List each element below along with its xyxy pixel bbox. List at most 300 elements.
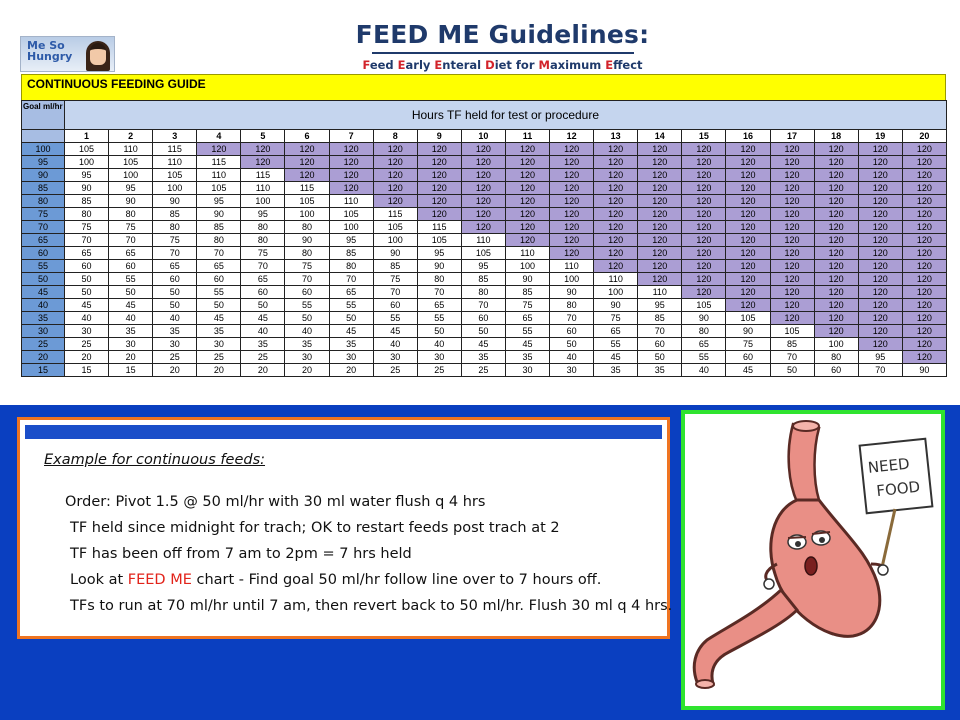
rate-cell: 120 — [726, 286, 770, 299]
goal-rate-cell: 30 — [22, 325, 65, 338]
subtitle-part: nteral — [442, 58, 486, 72]
rate-cell: 120 — [373, 182, 417, 195]
rate-cell: 80 — [197, 234, 241, 247]
rate-cell: 40 — [65, 312, 109, 325]
left-pupil — [795, 541, 801, 547]
rate-cell: 50 — [241, 299, 285, 312]
rate-cell: 120 — [902, 169, 946, 182]
rate-cell: 120 — [770, 299, 814, 312]
rate-cell: 20 — [197, 364, 241, 377]
rate-cell: 95 — [461, 260, 505, 273]
rate-cell: 90 — [505, 273, 549, 286]
rate-cell: 120 — [726, 273, 770, 286]
rate-cell: 120 — [417, 195, 461, 208]
rate-cell: 120 — [770, 143, 814, 156]
sign-text-line-2: FOOD — [875, 477, 921, 501]
rate-cell: 80 — [461, 286, 505, 299]
rate-cell: 15 — [65, 364, 109, 377]
rate-cell: 115 — [241, 169, 285, 182]
rate-cell: 30 — [153, 338, 197, 351]
rate-cell: 40 — [153, 312, 197, 325]
rate-cell: 120 — [858, 143, 902, 156]
rate-cell: 120 — [505, 143, 549, 156]
rate-cell: 65 — [65, 247, 109, 260]
rate-cell: 120 — [770, 195, 814, 208]
rate-cell: 120 — [902, 273, 946, 286]
rate-cell: 120 — [902, 143, 946, 156]
rate-cell: 120 — [550, 195, 594, 208]
hour-header-cell: 2 — [109, 130, 153, 143]
rate-cell: 120 — [417, 143, 461, 156]
rate-cell: 95 — [197, 195, 241, 208]
rate-cell: 75 — [726, 338, 770, 351]
rate-cell: 70 — [329, 273, 373, 286]
example-box — [17, 417, 673, 639]
rate-cell: 95 — [858, 351, 902, 364]
table-row — [22, 312, 947, 325]
rate-cell: 105 — [197, 182, 241, 195]
rate-cell: 80 — [329, 260, 373, 273]
rate-cell: 120 — [461, 221, 505, 234]
hours-header: Hours TF held for test or procedure — [65, 101, 947, 130]
rate-cell: 55 — [329, 299, 373, 312]
example-line: Order: Pivot 1.5 @ 50 ml/hr with 30 ml water flush q 4 hrs — [65, 494, 486, 510]
rate-cell: 40 — [241, 325, 285, 338]
rate-cell: 120 — [682, 260, 726, 273]
rate-cell: 115 — [197, 156, 241, 169]
rate-cell: 25 — [373, 364, 417, 377]
rate-cell: 35 — [153, 325, 197, 338]
rate-cell: 120 — [682, 156, 726, 169]
rate-cell: 55 — [373, 312, 417, 325]
rate-cell: 25 — [65, 338, 109, 351]
hour-header-cell: 13 — [594, 130, 638, 143]
rate-cell: 65 — [329, 286, 373, 299]
goal-rate-cell: 25 — [22, 338, 65, 351]
rate-cell: 45 — [65, 299, 109, 312]
rate-cell: 30 — [109, 338, 153, 351]
rate-cell: 120 — [770, 247, 814, 260]
goal-header: Goal ml/hr — [22, 101, 65, 130]
table-row — [22, 260, 947, 273]
rate-cell: 120 — [858, 325, 902, 338]
subtitle-part: ffect — [613, 58, 643, 72]
rate-cell: 95 — [638, 299, 682, 312]
goal-rate-cell: 60 — [22, 247, 65, 260]
example-line: TF has been off from 7 am to 2pm = 7 hrs held — [70, 546, 412, 562]
example-line: TFs to run at 70 ml/hr until 7 am, then revert back to 50 ml/hr. Flush 30 ml q 4 hrs. — [70, 598, 673, 614]
rate-cell: 50 — [550, 338, 594, 351]
title-underline — [372, 52, 634, 54]
rate-cell: 95 — [241, 208, 285, 221]
rate-cell: 90 — [373, 247, 417, 260]
goal-rate-cell: 90 — [22, 169, 65, 182]
rate-cell: 65 — [594, 325, 638, 338]
rate-cell: 30 — [505, 364, 549, 377]
rate-cell: 100 — [241, 195, 285, 208]
rate-cell: 120 — [858, 169, 902, 182]
subtitle-part: D — [485, 58, 495, 72]
hour-header-cell: 3 — [153, 130, 197, 143]
rate-cell: 120 — [329, 182, 373, 195]
hour-header-cell: 14 — [638, 130, 682, 143]
rate-cell: 45 — [594, 351, 638, 364]
rate-cell: 110 — [594, 273, 638, 286]
hour-header-cell: 18 — [814, 130, 858, 143]
rate-cell: 120 — [550, 156, 594, 169]
rate-cell: 120 — [461, 195, 505, 208]
rate-cell: 105 — [329, 208, 373, 221]
page-title: FEED ME Guidelines: — [355, 20, 650, 49]
rate-cell: 45 — [329, 325, 373, 338]
rate-cell: 110 — [638, 286, 682, 299]
rate-cell: 120 — [858, 273, 902, 286]
goal-rate-cell: 55 — [22, 260, 65, 273]
rate-cell: 120 — [726, 169, 770, 182]
rate-cell: 120 — [814, 143, 858, 156]
rate-cell: 55 — [682, 351, 726, 364]
subtitle-part: E — [605, 58, 614, 72]
rate-cell: 40 — [550, 351, 594, 364]
rate-cell: 100 — [285, 208, 329, 221]
rate-cell: 40 — [682, 364, 726, 377]
rate-cell: 100 — [373, 234, 417, 247]
rate-cell: 60 — [65, 260, 109, 273]
rate-cell: 120 — [550, 169, 594, 182]
rate-cell: 120 — [682, 221, 726, 234]
rate-cell: 120 — [550, 247, 594, 260]
rate-cell: 30 — [550, 364, 594, 377]
rate-cell: 90 — [285, 234, 329, 247]
rate-cell: 100 — [65, 156, 109, 169]
esophagus — [789, 424, 819, 502]
rate-cell: 120 — [814, 208, 858, 221]
rate-cell: 120 — [505, 208, 549, 221]
rate-cell: 50 — [109, 286, 153, 299]
guide-title: CONTINUOUS FEEDING GUIDE — [27, 77, 206, 91]
rate-cell: 120 — [594, 247, 638, 260]
stomach-illustration — [685, 414, 941, 706]
rate-cell: 85 — [197, 221, 241, 234]
rate-cell: 95 — [329, 234, 373, 247]
rate-cell: 110 — [329, 195, 373, 208]
rate-cell: 120 — [770, 208, 814, 221]
subtitle-part: iet for — [494, 58, 539, 72]
rate-cell: 110 — [153, 156, 197, 169]
table-row — [22, 156, 947, 169]
rate-cell: 60 — [814, 364, 858, 377]
rate-cell: 15 — [109, 364, 153, 377]
stomach-tail — [694, 590, 797, 684]
rate-cell: 120 — [902, 260, 946, 273]
hour-header-cell: 9 — [417, 130, 461, 143]
subtitle-part: E — [434, 58, 443, 72]
rate-cell: 120 — [505, 156, 549, 169]
tail-opening — [696, 680, 714, 688]
rate-cell: 105 — [65, 143, 109, 156]
goal-rate-cell: 45 — [22, 286, 65, 299]
rate-cell: 55 — [417, 312, 461, 325]
rate-cell: 50 — [153, 286, 197, 299]
rate-cell: 35 — [197, 325, 241, 338]
rate-cell: 90 — [550, 286, 594, 299]
goal-rate-cell: 85 — [22, 182, 65, 195]
rate-cell: 120 — [550, 234, 594, 247]
rate-cell: 75 — [594, 312, 638, 325]
goal-rate-cell: 95 — [22, 156, 65, 169]
rate-cell: 40 — [417, 338, 461, 351]
rate-cell: 40 — [109, 312, 153, 325]
table-row — [22, 338, 947, 351]
rate-cell: 120 — [638, 221, 682, 234]
rate-cell: 115 — [373, 208, 417, 221]
rate-cell: 120 — [505, 234, 549, 247]
rate-cell: 75 — [153, 234, 197, 247]
subtitle-part: aximum — [549, 58, 606, 72]
rate-cell: 35 — [594, 364, 638, 377]
rate-cell: 120 — [814, 273, 858, 286]
rate-cell: 120 — [638, 156, 682, 169]
rate-cell: 120 — [726, 195, 770, 208]
rate-cell: 70 — [153, 247, 197, 260]
rate-cell: 90 — [153, 195, 197, 208]
rate-cell: 100 — [594, 286, 638, 299]
rate-cell: 115 — [153, 143, 197, 156]
rate-cell: 70 — [241, 260, 285, 273]
rate-cell: 100 — [505, 260, 549, 273]
rate-cell: 50 — [153, 299, 197, 312]
rate-cell: 120 — [461, 143, 505, 156]
rate-cell: 75 — [373, 273, 417, 286]
rate-cell: 120 — [417, 182, 461, 195]
rate-cell: 120 — [814, 299, 858, 312]
rate-cell: 120 — [682, 286, 726, 299]
rate-cell: 120 — [726, 143, 770, 156]
rate-cell: 35 — [109, 325, 153, 338]
feeding-guide-table — [21, 100, 947, 377]
rate-cell: 25 — [241, 351, 285, 364]
table-row — [22, 273, 947, 286]
rate-cell: 60 — [109, 260, 153, 273]
rate-cell: 110 — [461, 234, 505, 247]
hour-header-cell: 6 — [285, 130, 329, 143]
rate-cell: 100 — [153, 182, 197, 195]
rate-cell: 120 — [858, 338, 902, 351]
rate-cell: 120 — [858, 312, 902, 325]
rate-cell: 120 — [726, 156, 770, 169]
rate-cell: 20 — [241, 364, 285, 377]
rate-cell: 120 — [902, 286, 946, 299]
right-pupil — [819, 537, 825, 543]
rate-cell: 80 — [814, 351, 858, 364]
rate-cell: 50 — [329, 312, 373, 325]
rate-cell: 70 — [109, 234, 153, 247]
rate-cell: 50 — [638, 351, 682, 364]
subtitle-part: F — [362, 58, 370, 72]
rate-cell: 120 — [814, 312, 858, 325]
rate-cell: 90 — [197, 208, 241, 221]
example-heading: Example for continuous feeds: — [44, 452, 266, 468]
rate-cell: 90 — [902, 364, 946, 377]
rate-cell: 85 — [461, 273, 505, 286]
rate-cell: 120 — [902, 247, 946, 260]
rate-cell: 120 — [594, 208, 638, 221]
goal-rate-cell: 50 — [22, 273, 65, 286]
rate-cell: 120 — [814, 182, 858, 195]
rate-cell: 70 — [858, 364, 902, 377]
rate-cell: 60 — [373, 299, 417, 312]
subtitle-part: M — [538, 58, 550, 72]
rate-cell: 55 — [197, 286, 241, 299]
rate-cell: 120 — [902, 182, 946, 195]
rate-cell: 120 — [770, 156, 814, 169]
rate-cell: 70 — [638, 325, 682, 338]
rate-cell: 45 — [461, 338, 505, 351]
rate-cell: 90 — [726, 325, 770, 338]
table-row — [22, 221, 947, 234]
goal-rate-cell: 20 — [22, 351, 65, 364]
rate-cell: 120 — [682, 169, 726, 182]
rate-cell: 90 — [65, 182, 109, 195]
subtitle-part: eed — [369, 58, 398, 72]
rate-cell: 120 — [417, 208, 461, 221]
rate-cell: 120 — [461, 208, 505, 221]
rate-cell: 60 — [638, 338, 682, 351]
hour-header-cell: 11 — [505, 130, 549, 143]
rate-cell: 50 — [197, 299, 241, 312]
subtitle-part: E — [397, 58, 406, 72]
rate-cell: 120 — [726, 299, 770, 312]
rate-cell: 120 — [682, 195, 726, 208]
rate-cell: 120 — [770, 260, 814, 273]
table-row — [22, 299, 947, 312]
rate-cell: 120 — [858, 299, 902, 312]
rate-cell: 120 — [594, 221, 638, 234]
sign-stick — [881, 509, 895, 572]
rate-cell: 55 — [109, 273, 153, 286]
corner-cell — [22, 130, 65, 143]
rate-cell: 80 — [65, 208, 109, 221]
rate-cell: 70 — [770, 351, 814, 364]
rate-cell: 120 — [638, 273, 682, 286]
rate-cell: 65 — [197, 260, 241, 273]
rate-cell: 75 — [505, 299, 549, 312]
rate-cell: 60 — [461, 312, 505, 325]
rate-cell: 120 — [726, 247, 770, 260]
rate-cell: 60 — [197, 273, 241, 286]
rate-cell: 40 — [373, 338, 417, 351]
goal-rate-cell: 40 — [22, 299, 65, 312]
rate-cell: 25 — [461, 364, 505, 377]
rate-cell: 105 — [461, 247, 505, 260]
rate-cell: 90 — [417, 260, 461, 273]
rate-cell: 55 — [285, 299, 329, 312]
rate-cell: 120 — [858, 208, 902, 221]
rate-cell: 120 — [682, 273, 726, 286]
rate-cell: 120 — [285, 169, 329, 182]
hour-header-cell: 19 — [858, 130, 902, 143]
rate-cell: 120 — [197, 143, 241, 156]
rate-cell: 120 — [902, 195, 946, 208]
hour-header-cell: 16 — [726, 130, 770, 143]
rate-cell: 120 — [550, 143, 594, 156]
rate-cell: 120 — [373, 143, 417, 156]
rate-cell: 120 — [902, 221, 946, 234]
rate-cell: 120 — [814, 169, 858, 182]
rate-cell: 120 — [858, 286, 902, 299]
rate-cell: 105 — [417, 234, 461, 247]
rate-cell: 120 — [638, 208, 682, 221]
rate-cell: 50 — [65, 286, 109, 299]
rate-cell: 120 — [814, 286, 858, 299]
rate-cell: 120 — [814, 156, 858, 169]
hour-header-cell: 20 — [902, 130, 946, 143]
rate-cell: 85 — [65, 195, 109, 208]
hour-header-cell: 12 — [550, 130, 594, 143]
goal-rate-cell: 70 — [22, 221, 65, 234]
rate-cell: 70 — [461, 299, 505, 312]
rate-cell: 105 — [682, 299, 726, 312]
rate-cell: 80 — [241, 234, 285, 247]
rate-cell: 120 — [770, 169, 814, 182]
rate-cell: 50 — [417, 325, 461, 338]
rate-cell: 120 — [814, 195, 858, 208]
rate-cell: 105 — [153, 169, 197, 182]
rate-cell: 70 — [285, 273, 329, 286]
rate-cell: 80 — [241, 221, 285, 234]
rate-cell: 40 — [285, 325, 329, 338]
rate-cell: 120 — [638, 260, 682, 273]
rate-cell: 35 — [329, 338, 373, 351]
rate-cell: 120 — [373, 195, 417, 208]
rate-cell: 20 — [65, 351, 109, 364]
rate-cell: 120 — [594, 260, 638, 273]
rate-cell: 65 — [682, 338, 726, 351]
rate-cell: 120 — [638, 195, 682, 208]
hour-header-cell: 5 — [241, 130, 285, 143]
rate-cell: 120 — [373, 156, 417, 169]
rate-cell: 120 — [770, 312, 814, 325]
rate-cell: 20 — [153, 364, 197, 377]
rate-cell: 70 — [373, 286, 417, 299]
rate-cell: 120 — [505, 221, 549, 234]
rate-cell: 120 — [329, 143, 373, 156]
guide-title-bar — [21, 74, 946, 101]
rate-cell: 120 — [814, 234, 858, 247]
rate-cell: 60 — [153, 273, 197, 286]
logo-face — [90, 43, 106, 65]
rate-cell: 105 — [770, 325, 814, 338]
rate-cell: 70 — [65, 234, 109, 247]
rate-cell: 120 — [814, 325, 858, 338]
rate-cell: 120 — [550, 182, 594, 195]
rate-cell: 120 — [770, 286, 814, 299]
rate-cell: 120 — [858, 182, 902, 195]
example-top-bar — [25, 425, 662, 439]
table-row — [22, 364, 947, 377]
rate-cell: 80 — [550, 299, 594, 312]
rate-cell: 85 — [770, 338, 814, 351]
rate-cell: 120 — [594, 234, 638, 247]
rate-cell: 120 — [858, 260, 902, 273]
rate-cell: 50 — [285, 312, 329, 325]
rate-cell: 120 — [638, 234, 682, 247]
rate-cell: 80 — [682, 325, 726, 338]
rate-cell: 20 — [329, 364, 373, 377]
rate-cell: 100 — [814, 338, 858, 351]
rate-cell: 105 — [109, 156, 153, 169]
rate-cell: 30 — [65, 325, 109, 338]
